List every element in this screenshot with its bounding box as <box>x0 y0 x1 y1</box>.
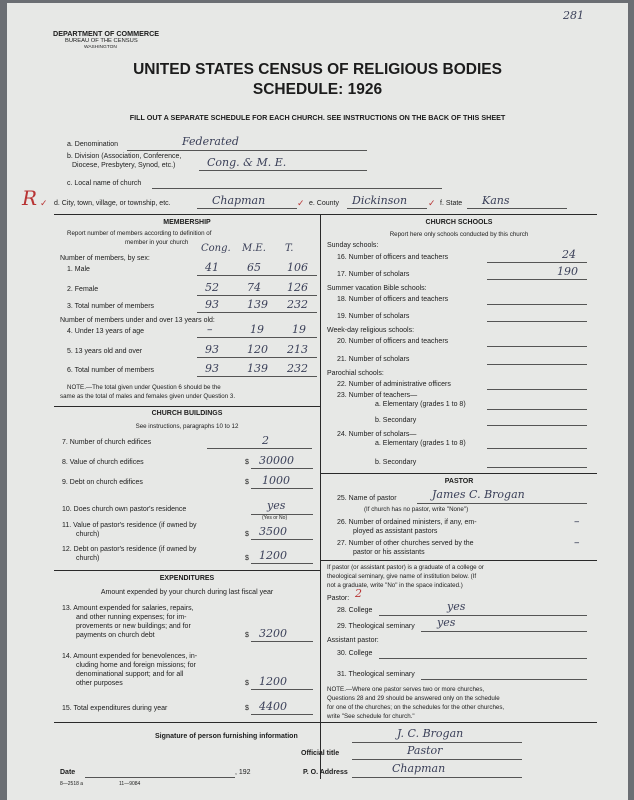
q14-value: 1200 <box>259 675 287 688</box>
grad-note-3: not a graduate, write "No" in the space indicated.) <box>327 582 463 589</box>
check-mark: ✓ <box>40 199 48 209</box>
q15-value: 4400 <box>259 700 287 713</box>
q14-line-4: other purposes <box>76 680 123 687</box>
q28-value: yes <box>447 600 466 613</box>
city-label: WASHINGTON <box>84 45 117 50</box>
q11-dollar: $ <box>245 531 249 538</box>
q13-value: 3200 <box>259 627 287 640</box>
buildings-sub: See instructions, paragraphs 10 to 12 <box>135 423 239 430</box>
membership-intro-1: Report number of members according to definition of <box>67 230 212 237</box>
date-label: Date <box>60 769 76 776</box>
parochial-schools-label: Parochial schools: <box>327 370 384 377</box>
q28-label: 28. College <box>337 607 373 614</box>
q18-label: 18. Number of officers and teachers <box>337 296 449 303</box>
check-mark-3: ✓ <box>428 199 436 209</box>
col-head-total: T. <box>285 243 294 254</box>
q13-dollar: $ <box>245 632 249 639</box>
department-label: DEPARTMENT OF COMMERCE <box>53 29 160 38</box>
q11-value: 3500 <box>259 525 287 538</box>
check-mark-2: ✓ <box>297 199 305 209</box>
over13-label: 5. 13 years old and over <box>67 348 143 355</box>
state-label: f. State <box>440 200 463 207</box>
q23b-label: b. Secondary <box>375 417 417 424</box>
city-label: d. City, town, village, or township, etc. <box>54 200 171 207</box>
county-label: e. County <box>309 200 339 207</box>
pastor-note-3: for one of the churches; on the schedules for the other churches, <box>327 704 505 711</box>
q12-dollar: $ <box>245 555 249 562</box>
over13-cong: 93 <box>205 343 219 356</box>
q24b-label: b. Secondary <box>375 459 417 466</box>
city-value: Chapman <box>212 194 266 207</box>
under13-total: 19 <box>292 323 306 336</box>
q17-label: 17. Number of scholars <box>337 271 410 278</box>
members-by-sex-label: Number of members, by sex: <box>60 255 150 262</box>
q16-label: 16. Number of officers and teachers <box>337 254 449 261</box>
q14-dollar: $ <box>245 680 249 687</box>
q30-label: 30. College <box>337 650 373 657</box>
q7-value: 2 <box>262 434 269 447</box>
membership-intro-2: member in your church <box>125 239 189 246</box>
total-cong: 93 <box>205 298 219 311</box>
pastor-label: Pastor: <box>327 595 350 602</box>
q8-dollar: $ <box>245 459 249 466</box>
q11-label-2: church) <box>76 531 100 538</box>
division-value: Cong. & M. E. <box>207 156 287 169</box>
denomination-label: a. Denomination <box>67 141 118 148</box>
signature-label: Signature of person furnishing information <box>155 733 298 740</box>
total-total: 232 <box>287 298 308 311</box>
schools-sub: Report here only schools conducted by this church <box>389 231 529 238</box>
form-title: UNITED STATES CENSUS OF RELIGIOUS BODIES <box>133 61 502 78</box>
q25-value: James C. Brogan <box>432 488 525 501</box>
q26-label-2: ployed as assistant pastors <box>353 528 438 535</box>
pastor-note-1: NOTE.—Where one pastor serves two or more churches, <box>327 686 485 693</box>
q23a-label: a. Elementary (grades 1 to 8) <box>375 401 466 408</box>
q17-value: 190 <box>557 265 578 278</box>
female-cong: 52 <box>205 281 219 294</box>
q13-line-2: and other running expenses; for im- <box>76 614 187 621</box>
q24a-label: a. Elementary (grades 1 to 8) <box>375 440 466 447</box>
bureau-label: BUREAU OF THE CENSUS <box>65 38 138 44</box>
under13-label: 4. Under 13 years of age <box>67 328 145 335</box>
total2-me: 139 <box>247 362 268 375</box>
pastor-note-2: Questions 28 and 29 should be answered only on the schedule <box>327 695 500 702</box>
membership-note-1: NOTE.—The total given under Question 6 should be the <box>67 384 221 391</box>
po-address-value: Chapman <box>392 762 446 775</box>
q10-hint: (Yes or No) <box>262 515 288 521</box>
col-head-cong: Cong. <box>201 243 231 254</box>
pastor-heading: PASTOR <box>444 478 474 485</box>
q19-label: 19. Number of scholars <box>337 313 410 320</box>
q7-label: 7. Number of church edifices <box>62 439 152 446</box>
official-title-value: Pastor <box>407 744 443 757</box>
q29-label: 29. Theological seminary <box>337 623 415 630</box>
division-label-2: Diocese, Presbytery, Synod, etc.) <box>72 162 176 169</box>
col-head-me: M.E. <box>242 243 266 254</box>
female-label: 2. Female <box>67 286 99 293</box>
q13-line-1: 13. Amount expended for salaries, repairs, <box>62 605 194 612</box>
denomination-value: Federated <box>182 135 239 148</box>
female-me: 74 <box>247 281 261 294</box>
grad-note-2: theological seminary, give name of institution below. (If <box>327 573 477 580</box>
male-total: 106 <box>287 261 308 274</box>
date-year: , 192 <box>235 769 251 776</box>
q14-line-1: 14. Amount expended for benevolences, in- <box>62 653 198 660</box>
weekday-schools-label: Week-day religious schools: <box>327 327 415 334</box>
page-number: 281 <box>563 9 584 22</box>
pastor-mark: 2 <box>355 587 362 600</box>
po-address-label: P. O. Address <box>303 769 348 776</box>
q31-label: 31. Theological seminary <box>337 671 415 678</box>
form-number-2: 11—9084 <box>119 781 141 787</box>
sunday-schools-label: Sunday schools: <box>327 242 379 249</box>
summer-schools-label: Summer vacation Bible schools: <box>327 285 427 292</box>
state-value: Kans <box>482 194 510 207</box>
q12-label-1: 12. Debt on pastor's residence (if owned by <box>62 546 197 553</box>
age-intro-label: Number of members under and over 13 years old: <box>60 317 215 324</box>
grad-note-1: If pastor (or assistant pastor) is a graduate of a college or <box>327 564 484 571</box>
q26-label-1: 26. Number of ordained ministers, if any, em- <box>337 519 477 526</box>
under13-cong: – <box>207 323 213 336</box>
q10-label: 10. Does church own pastor's residence <box>62 506 187 513</box>
q27-label-1: 27. Number of other churches served by the <box>337 540 474 547</box>
q14-line-3: denominational support; and for all <box>76 671 184 678</box>
total-members-label-2: 6. Total number of members <box>67 367 155 374</box>
membership-note-2: same as the total of males and females given under Question 3. <box>60 393 236 400</box>
total-members-label: 3. Total number of members <box>67 303 155 310</box>
official-title-label: Official title <box>301 750 340 757</box>
total2-cong: 93 <box>205 362 219 375</box>
q23-label: 23. Number of teachers— <box>337 392 418 399</box>
q29-value: yes <box>437 616 456 629</box>
q15-label: 15. Total expenditures during year <box>62 705 168 712</box>
local-name-label: c. Local name of church <box>67 180 142 187</box>
form-instructions: FILL OUT A SEPARATE SCHEDULE FOR EACH CHURCH. SEE INSTRUCTIONS ON THE BACK OF THIS SHEET <box>129 113 506 122</box>
schools-heading: CHURCH SCHOOLS <box>425 219 493 226</box>
q15-dollar: $ <box>245 705 249 712</box>
q25-hint: (If church has no pastor, write "None") <box>364 506 469 513</box>
q22-label: 22. Number of administrative officers <box>337 381 451 388</box>
male-label: 1. Male <box>67 266 90 273</box>
q9-label: 9. Debt on church edifices <box>62 479 143 486</box>
q25-label: 25. Name of pastor <box>337 495 397 502</box>
assistant-pastor-label: Assistant pastor: <box>327 637 379 644</box>
q8-value: 30000 <box>259 454 294 467</box>
q11-label-1: 11. Value of pastor's residence (if owned by <box>62 522 197 529</box>
over13-me: 120 <box>247 343 268 356</box>
margin-mark: R <box>22 186 38 210</box>
form-number: 8—2518 a <box>60 781 84 787</box>
q9-dollar: $ <box>245 479 249 486</box>
q24-label: 24. Number of scholars— <box>337 431 417 438</box>
q16-value: 24 <box>562 248 576 261</box>
q9-value: 1000 <box>262 474 290 487</box>
q14-line-2: cluding home and foreign missions; for <box>76 662 196 669</box>
q21-label: 21. Number of scholars <box>337 356 410 363</box>
membership-heading: MEMBERSHIP <box>163 219 211 226</box>
q20-label: 20. Number of officers and teachers <box>337 338 449 345</box>
female-total: 126 <box>287 281 308 294</box>
q13-line-4: payments on church debt <box>76 632 155 639</box>
male-cong: 41 <box>205 261 219 274</box>
q13-line-3: provements or new buildings; and for <box>76 623 191 630</box>
signature-value: J. C. Brogan <box>397 727 464 740</box>
expenditures-sub: Amount expended by your church during last fiscal year <box>100 589 274 596</box>
under13-me: 19 <box>250 323 264 336</box>
male-me: 65 <box>247 261 261 274</box>
total2-total: 232 <box>287 362 308 375</box>
buildings-heading: CHURCH BUILDINGS <box>151 410 223 417</box>
q12-label-2: church) <box>76 555 100 562</box>
division-label-1: b. Division (Association, Conference, <box>67 153 182 160</box>
expenditures-heading: EXPENDITURES <box>159 575 215 582</box>
q8-label: 8. Value of church edifices <box>62 459 144 466</box>
county-value: Dickinson <box>352 194 408 207</box>
pastor-note-4: write "See schedule for church." <box>327 713 415 720</box>
form-subtitle: SCHEDULE: 1926 <box>252 81 383 98</box>
over13-total: 213 <box>287 343 308 356</box>
q27-label-2: pastor or his assistants <box>353 549 425 556</box>
q27-value: – <box>574 536 580 549</box>
q10-value: yes <box>267 499 286 512</box>
total-me: 139 <box>247 298 268 311</box>
census-schedule-sheet <box>7 3 628 800</box>
q26-value: – <box>574 515 580 528</box>
q12-value: 1200 <box>259 549 287 562</box>
